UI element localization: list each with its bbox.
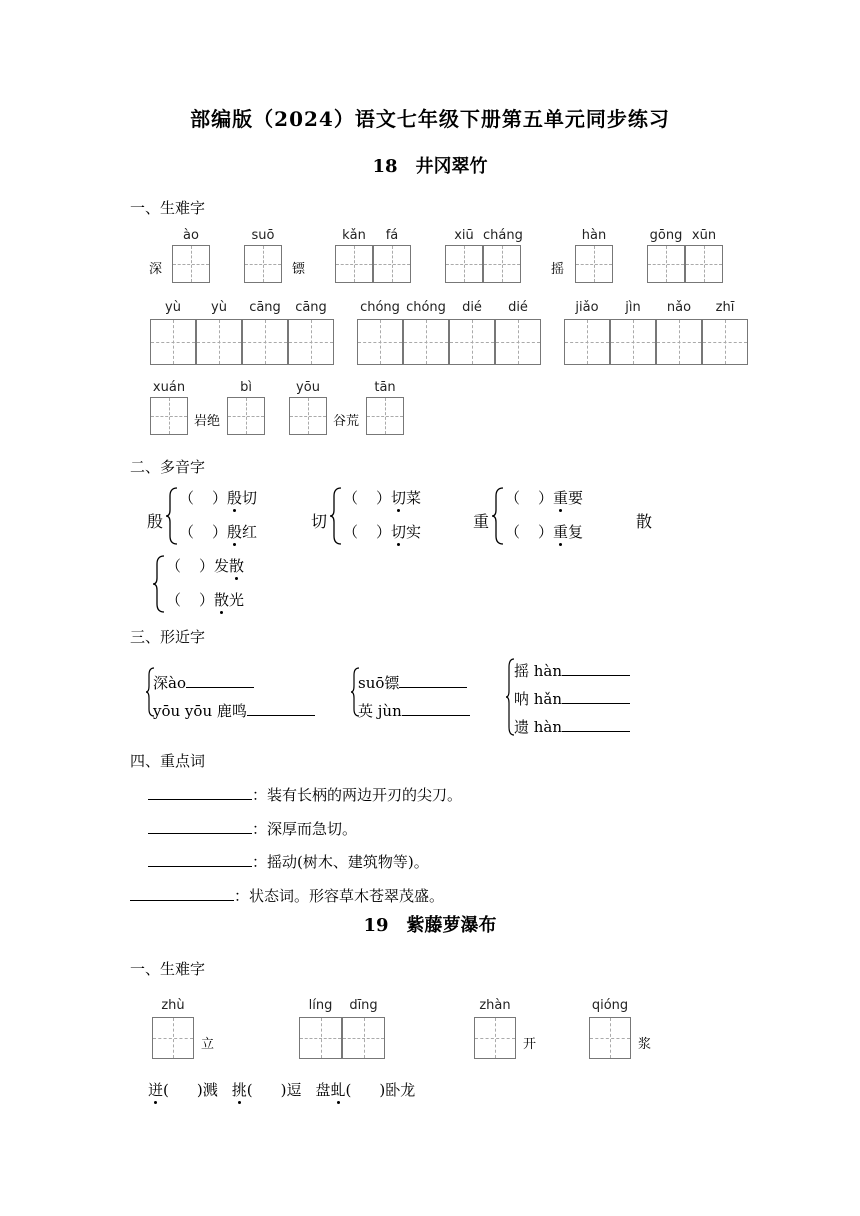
answer-line[interactable] [402,701,470,716]
answer-line[interactable] [148,852,252,867]
answer-line[interactable] [148,785,252,800]
char-box-xuan[interactable] [150,397,188,435]
brace-san [152,554,166,614]
lesson19-poly-line [148,1079,415,1100]
dotted-char: 虬 [330,1081,346,1099]
paren-right: ） [212,489,228,507]
answer-line[interactable] [247,701,315,716]
word-pre: 发 [214,557,230,575]
pinyin-chong1: chóng [360,300,400,315]
answer-line[interactable] [148,819,252,834]
answer-line[interactable] [186,673,254,688]
word-rest: 菜 [406,489,422,507]
xj-suobiao-text: suō镖 [358,674,400,692]
paren-right: ） [376,489,392,507]
paren-left: （ [179,489,195,507]
word-def-1 [148,784,462,805]
poly-yin-row2 [179,521,257,542]
char-box-han[interactable] [575,245,613,283]
pinyin-chang: cháng [483,228,523,243]
pinyin-tan: tān [374,380,396,395]
pinyin-suo: suō [251,228,275,243]
char-box-jin[interactable] [610,319,656,365]
word-def-text: ：装有长柄的两边开刃的尖刀。 [252,786,463,804]
poly-qie-head: 切 [311,512,328,531]
word-rest: 切 [242,489,258,507]
paren-right: ） [538,489,554,507]
word-def-text: ：摇动(树木、建筑物等)。 [252,853,429,871]
char-box-fa[interactable] [373,245,411,283]
label-yanjue: 岩绝 [194,414,221,429]
section3-heading: 三、形近字 [130,628,206,646]
xj-youyou-text: yōu yōu 鹿鸣 [153,702,247,720]
char-box-yu1[interactable] [150,319,196,365]
paren-left: （ [505,489,521,507]
paren-right: ) [196,1081,203,1099]
pinyin-you: yōu [296,380,320,395]
lesson19-section1-heading: 一、生难字 [130,960,206,978]
word-rest: 实 [406,523,422,541]
answer-line[interactable] [562,717,630,732]
xj-suobiao [358,672,467,693]
poly-san-head: 散 [636,512,653,531]
pinyin-cang2: cāng [295,300,327,315]
word-def-4 [130,885,444,906]
brace-zhong [491,486,505,546]
poly-yin-row1 [179,487,257,508]
char-box-kan[interactable] [335,245,373,283]
char-box-chong1[interactable] [357,319,403,365]
char-box-zhu[interactable] [152,1017,194,1059]
pinyin-xuan: xuán [152,380,186,395]
char-box-cang1[interactable] [242,319,288,365]
section2-heading: 二、多音字 [130,458,206,476]
pinyin-jiao: jiǎo [575,300,599,315]
poly-san-row2 [166,589,244,610]
pinyin-zhu: zhù [161,998,185,1013]
pinyin-cang1: cāng [249,300,281,315]
paren-left: （ [166,557,182,575]
answer-line[interactable] [562,689,630,704]
paren-right: ) [379,1081,386,1099]
pinyin-ling: líng [308,998,333,1013]
char-box-chang[interactable] [483,245,521,283]
pinyin-ding: dīng [349,998,378,1013]
xj-yihan [514,716,630,737]
label-yao: 摇 [551,262,565,277]
paren-left: （ [505,523,521,541]
xj-shenao [153,672,254,693]
xj-nahan [514,688,630,709]
pinyin-jin: jìn [625,300,641,315]
char-box-bi[interactable] [227,397,265,435]
pinyin-zhan: zhàn [479,998,511,1013]
lesson18-title: 18 井冈翠竹 [372,156,488,177]
pinyin-fa: fá [385,228,399,243]
label-kai: 开 [523,1037,537,1052]
poly-yin-head: 殷 [147,512,164,531]
paren-left: （ [343,489,359,507]
word-rest: 溅 [202,1081,218,1099]
dotted-char: 挑 [231,1081,247,1099]
pinyin-die2: dié [508,300,528,315]
pinyin-zhi: zhī [715,300,735,315]
label-biao: 镖 [292,262,306,277]
label-jiang: 浆 [638,1037,652,1052]
word-rest: 光 [229,591,245,609]
xj-yaohan-text: 摇 hàn [514,662,563,680]
char-box-jiao[interactable] [564,319,610,365]
poly-zhong-row2 [505,521,583,542]
xj-nahan-text: 呐 hǎn [514,690,563,708]
pinyin-xun: xūn [691,228,717,243]
label-shen: 深 [149,262,163,277]
answer-line[interactable] [130,886,234,901]
xj-yingjun-text: 英 jùn [358,702,402,720]
char-box-chong2[interactable] [403,319,449,365]
dotted-char: 散 [214,591,230,609]
xj-shenao-text: 深ào [153,674,186,692]
char-box-qiong[interactable] [589,1017,631,1059]
poly-san-row1 [166,555,244,576]
pinyin-han: hàn [581,228,607,243]
poly-qie-row1 [343,487,421,508]
paren-left: ( [163,1081,169,1099]
word-def-text: ：深厚而急切。 [252,820,358,838]
dotted-char: 重 [553,523,569,541]
pinyin-kan: kǎn [342,228,366,243]
word-def-text: ：状态词。形容草木苍翠茂盛。 [234,887,445,905]
paren-right: ） [376,523,392,541]
char-box-ao[interactable] [172,245,210,283]
poly-zhong-head: 重 [473,512,490,531]
poly-qie-row2 [343,521,421,542]
pinyin-nao: nǎo [666,300,692,315]
char-box-gong[interactable] [647,245,685,283]
pinyin-chong2: chóng [406,300,446,315]
answer-line[interactable] [562,661,630,676]
pinyin-qiong: qióng [591,998,629,1013]
dotted-char: 重 [553,489,569,507]
word-rest: 复 [568,523,584,541]
char-box-nao[interactable] [656,319,702,365]
poly-zhong-row1 [505,487,583,508]
char-box-die2[interactable] [495,319,541,365]
char-box-die1[interactable] [449,319,495,365]
section4-heading: 四、重点词 [130,752,206,770]
pinyin-yu1: yù [165,300,181,315]
dotted-char: 迸 [148,1081,164,1099]
answer-line[interactable] [399,673,467,688]
char-box-yu2[interactable] [196,319,242,365]
dotted-char: 切 [391,489,407,507]
brace-qie [329,486,343,546]
pinyin-ao: ào [183,228,199,243]
pinyin-gong: gōng [649,228,683,243]
word-rest: 卧龙 [385,1081,416,1099]
label-guhuang: 谷荒 [333,414,360,429]
word-def-2 [148,818,357,839]
char-box-cang2[interactable] [288,319,334,365]
section1-heading: 一、生难字 [130,199,206,217]
paren-left: （ [343,523,359,541]
label-li: 立 [201,1037,215,1052]
dotted-char: 切 [391,523,407,541]
dotted-char: 散 [229,557,245,575]
char-box-tan[interactable] [366,397,404,435]
page-title: 部编版（2024）语文七年级下册第五单元同步练习 [190,107,670,131]
char-box-xiu[interactable] [445,245,483,283]
paren-left: ( [246,1081,253,1099]
paren-right: ） [199,591,215,609]
word-rest: 要 [568,489,584,507]
pinyin-die1: dié [462,300,482,315]
word-def-3 [148,851,429,872]
xj-yihan-text: 遗 hàn [514,718,563,736]
pinyin-bi: bì [240,380,252,395]
word-rest: 逗 [286,1081,302,1099]
char-box-suo[interactable] [244,245,282,283]
paren-right: ） [212,523,228,541]
word-rest: 红 [242,523,258,541]
char-box-xun[interactable] [685,245,723,283]
char-box-zhi[interactable] [702,319,748,365]
dotted-char: 殷 [227,489,243,507]
xj-youyou [153,700,315,721]
pinyin-yu2: yù [211,300,227,315]
char-box-ling[interactable] [299,1017,342,1059]
char-box-ding[interactable] [342,1017,385,1059]
paren-right: ） [199,557,215,575]
char-box-zhan[interactable] [474,1017,516,1059]
paren-left: （ [179,523,195,541]
paren-left: （ [166,591,182,609]
paren-right: ） [538,523,554,541]
paren-right: ) [280,1081,287,1099]
brace-yin [165,486,179,546]
paren-left: ( [345,1081,352,1099]
lesson19-title: 19 紫藤萝瀑布 [363,915,497,936]
xj-yingjun [358,700,470,721]
xj-yaohan [514,660,630,681]
char-box-you[interactable] [289,397,327,435]
word-pre: 盘 [315,1081,331,1099]
dotted-char: 殷 [227,523,243,541]
pinyin-xiu: xiū [454,228,474,243]
